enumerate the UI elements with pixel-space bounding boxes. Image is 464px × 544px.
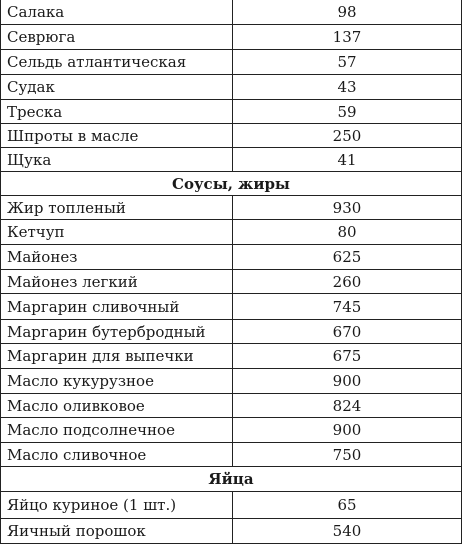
- food-name-cell: Майонез: [1, 245, 233, 269]
- calorie-value-cell: 625: [332, 248, 362, 266]
- table-row: [0, 148, 462, 172]
- table-row: [0, 369, 462, 394]
- food-name-cell: Маргарин бутербродный: [1, 320, 233, 343]
- food-name-cell: Маргарин сливочный: [1, 294, 233, 319]
- calorie-value-cell: 900: [332, 372, 362, 390]
- calorie-value-cell: 43: [337, 78, 357, 96]
- table-row: [0, 418, 462, 443]
- table-row: [0, 344, 462, 369]
- food-name-cell: Яичный порошок: [1, 519, 233, 543]
- table-row: [0, 0, 462, 25]
- calorie-value-cell: 137: [332, 28, 362, 46]
- food-name-cell: Кетчуп: [1, 220, 233, 244]
- table-row: [0, 519, 462, 544]
- table-row: [0, 492, 462, 519]
- table-row: [0, 270, 462, 294]
- table-row: [0, 294, 462, 320]
- food-name-cell: Масло подсолнечное: [1, 418, 233, 442]
- food-name-cell: Севрюга: [1, 25, 233, 49]
- food-name-cell: Судак: [1, 75, 233, 99]
- food-name-cell: Майонез легкий: [1, 270, 233, 293]
- food-name-cell: Яйцо куриное (1 шт.): [1, 492, 233, 518]
- food-name-cell: Сельдь атлантическая: [1, 50, 233, 74]
- calorie-value-cell: 750: [332, 445, 362, 464]
- table-row: [0, 124, 462, 148]
- food-name-cell: Масло оливковое: [1, 394, 233, 417]
- food-name-cell: Маргарин для выпечки: [1, 344, 233, 368]
- section-header: Соусы, жиры: [0, 172, 462, 196]
- calorie-value-cell: 540: [332, 522, 362, 540]
- section-header: Яйца: [0, 467, 462, 492]
- calorie-value-cell: 59: [337, 102, 357, 121]
- calorie-value-cell: 65: [337, 496, 357, 514]
- calorie-value-cell: 260: [332, 272, 362, 291]
- calorie-value-cell: 98: [337, 3, 357, 21]
- calorie-value-cell: 745: [332, 297, 362, 316]
- calorie-value-cell: 250: [332, 126, 362, 145]
- table-row: [0, 443, 462, 467]
- food-name-cell: Шпроты в масле: [1, 124, 233, 147]
- calorie-value-cell: 675: [332, 347, 362, 365]
- table-row: [0, 100, 462, 124]
- table-row: [0, 220, 462, 245]
- food-name-cell: Масло кукурузное: [1, 369, 233, 393]
- table-row: [0, 75, 462, 100]
- calorie-value-cell: 824: [332, 396, 362, 415]
- table-row: [0, 394, 462, 418]
- food-name-cell: Масло сливочное: [1, 443, 233, 466]
- calorie-value-cell: 670: [332, 322, 362, 341]
- food-name-cell: Салака: [1, 0, 233, 24]
- calorie-value-cell: 57: [337, 53, 357, 71]
- calorie-value-cell: 80: [337, 223, 357, 241]
- table-row: [0, 245, 462, 270]
- food-name-cell: Жир топленый: [1, 196, 233, 219]
- table-row: [0, 320, 462, 344]
- food-name-cell: Треска: [1, 100, 233, 123]
- calorie-value-cell: 930: [332, 198, 362, 217]
- calorie-value-cell: 900: [332, 421, 362, 439]
- table-row: [0, 25, 462, 50]
- table-row: [0, 196, 462, 220]
- table-row: [0, 50, 462, 75]
- food-name-cell: Щука: [1, 148, 233, 171]
- calorie-value-cell: 41: [337, 150, 357, 169]
